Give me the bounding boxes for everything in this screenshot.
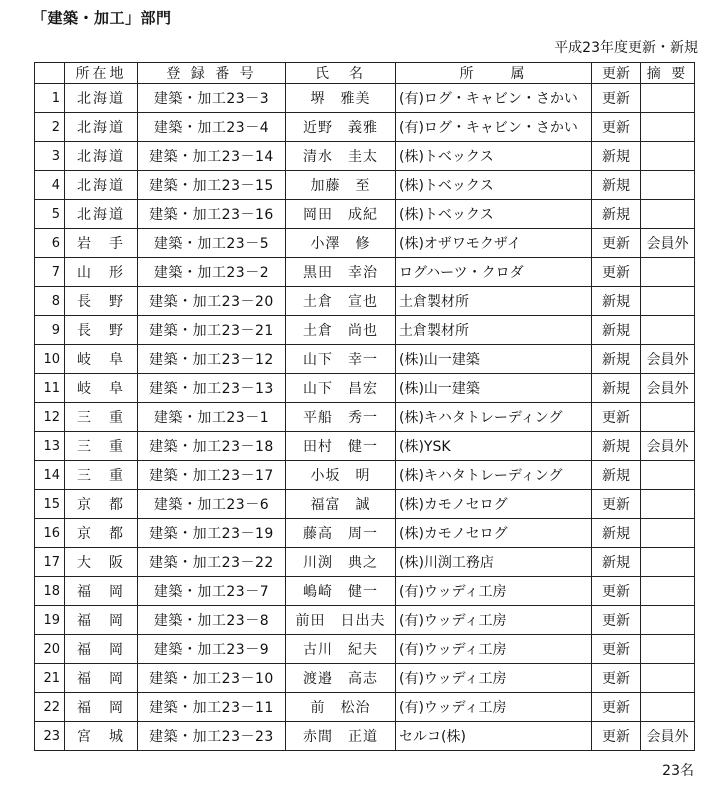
name-cell: 福富 誠 xyxy=(286,490,396,519)
affiliation-cell: (有)ウッディ工房 xyxy=(396,577,592,606)
name-cell: 藤高 周一 xyxy=(286,519,396,548)
registration-number-cell: 建築・加工23－12 xyxy=(138,345,286,374)
note-cell xyxy=(641,693,695,722)
affiliation-cell: (株)YSK xyxy=(396,432,592,461)
type-cell: 更新 xyxy=(592,490,641,519)
location-cell: 三 重 xyxy=(65,461,138,490)
note-cell xyxy=(641,200,695,229)
header-location: 所在地 xyxy=(65,63,138,84)
registration-number-cell: 建築・加工23－21 xyxy=(138,316,286,345)
table-row xyxy=(35,606,695,635)
name-cell: 山下 昌宏 xyxy=(286,374,396,403)
row-number: 20 xyxy=(35,635,65,664)
location-cell: 岐 阜 xyxy=(65,374,138,403)
registration-number-cell: 建築・加工23－23 xyxy=(138,722,286,751)
name-cell: 平船 秀一 xyxy=(286,403,396,432)
table-row xyxy=(35,171,695,200)
registration-number-cell: 建築・加工23－22 xyxy=(138,548,286,577)
affiliation-cell: (有)ログ・キャビン・さかい xyxy=(396,84,592,113)
name-cell: 赤間 正道 xyxy=(286,722,396,751)
note-cell: 会員外 xyxy=(641,229,695,258)
note-cell: 会員外 xyxy=(641,432,695,461)
registration-number-cell: 建築・加工23－5 xyxy=(138,229,286,258)
location-cell: 福 岡 xyxy=(65,693,138,722)
name-cell: 小澤 修 xyxy=(286,229,396,258)
table-row xyxy=(35,229,695,258)
registration-number-cell: 建築・加工23－8 xyxy=(138,606,286,635)
row-number: 9 xyxy=(35,316,65,345)
row-number: 10 xyxy=(35,345,65,374)
table-row xyxy=(35,519,695,548)
affiliation-cell: (株)オザワモクザイ xyxy=(396,229,592,258)
note-cell xyxy=(641,171,695,200)
header-name: 氏 名 xyxy=(286,63,396,84)
note-cell xyxy=(641,635,695,664)
table-row xyxy=(35,664,695,693)
affiliation-cell: 土倉製材所 xyxy=(396,287,592,316)
affiliation-cell: (有)ログ・キャビン・さかい xyxy=(396,113,592,142)
affiliation-cell: (有)ウッディ工房 xyxy=(396,606,592,635)
row-number: 13 xyxy=(35,432,65,461)
row-number: 3 xyxy=(35,142,65,171)
name-cell: 堺 雅美 xyxy=(286,84,396,113)
note-cell xyxy=(641,461,695,490)
note-cell xyxy=(641,519,695,548)
table-row xyxy=(35,577,695,606)
registration-number-cell: 建築・加工23－2 xyxy=(138,258,286,287)
affiliation-cell: (株)川渕工務店 xyxy=(396,548,592,577)
type-cell: 新規 xyxy=(592,519,641,548)
note-cell xyxy=(641,142,695,171)
table-row xyxy=(35,403,695,432)
type-cell: 新規 xyxy=(592,374,641,403)
table-row xyxy=(35,490,695,519)
affiliation-cell: セルコ(株) xyxy=(396,722,592,751)
affiliation-cell: (株)山一建築 xyxy=(396,345,592,374)
registration-number-cell: 建築・加工23－10 xyxy=(138,664,286,693)
table-row xyxy=(35,113,695,142)
row-number: 6 xyxy=(35,229,65,258)
name-cell: 土倉 宣也 xyxy=(286,287,396,316)
row-number: 1 xyxy=(35,84,65,113)
registration-table xyxy=(34,62,695,751)
name-cell: 山下 幸一 xyxy=(286,345,396,374)
location-cell: 北海道 xyxy=(65,84,138,113)
note-cell xyxy=(641,577,695,606)
type-cell: 新規 xyxy=(592,200,641,229)
registration-number-cell: 建築・加工23－20 xyxy=(138,287,286,316)
header-affiliation: 所 属 xyxy=(396,63,592,84)
registration-number-cell: 建築・加工23－6 xyxy=(138,490,286,519)
registration-number-cell: 建築・加工23－16 xyxy=(138,200,286,229)
row-number: 18 xyxy=(35,577,65,606)
note-cell xyxy=(641,490,695,519)
table-row xyxy=(35,548,695,577)
name-cell: 近野 義雅 xyxy=(286,113,396,142)
table-row xyxy=(35,84,695,113)
affiliation-cell: (有)ウッディ工房 xyxy=(396,664,592,693)
table-row xyxy=(35,316,695,345)
row-number: 7 xyxy=(35,258,65,287)
row-number: 22 xyxy=(35,693,65,722)
name-cell: 川渕 典之 xyxy=(286,548,396,577)
type-cell: 新規 xyxy=(592,171,641,200)
table-row xyxy=(35,635,695,664)
type-cell: 更新 xyxy=(592,403,641,432)
location-cell: 京 都 xyxy=(65,519,138,548)
name-cell: 清水 圭太 xyxy=(286,142,396,171)
location-cell: 福 岡 xyxy=(65,606,138,635)
name-cell: 前 松治 xyxy=(286,693,396,722)
name-cell: 前田 日出夫 xyxy=(286,606,396,635)
table-header-row xyxy=(35,63,695,84)
type-cell: 更新 xyxy=(592,635,641,664)
row-number: 11 xyxy=(35,374,65,403)
location-cell: 宮 城 xyxy=(65,722,138,751)
type-cell: 更新 xyxy=(592,229,641,258)
type-cell: 更新 xyxy=(592,84,641,113)
registration-number-cell: 建築・加工23－4 xyxy=(138,113,286,142)
affiliation-cell: (株)カモノセログ xyxy=(396,490,592,519)
type-cell: 更新 xyxy=(592,722,641,751)
row-number: 19 xyxy=(35,606,65,635)
name-cell: 黒田 幸治 xyxy=(286,258,396,287)
note-cell xyxy=(641,664,695,693)
registration-number-cell: 建築・加工23－11 xyxy=(138,693,286,722)
document-title: 「建築・加工」部門 xyxy=(32,9,172,27)
location-cell: 京 都 xyxy=(65,490,138,519)
registration-number-cell: 建築・加工23－13 xyxy=(138,374,286,403)
type-cell: 更新 xyxy=(592,693,641,722)
registration-number-cell: 建築・加工23－14 xyxy=(138,142,286,171)
table-row xyxy=(35,345,695,374)
registration-number-cell: 建築・加工23－15 xyxy=(138,171,286,200)
row-number: 17 xyxy=(35,548,65,577)
type-cell: 更新 xyxy=(592,113,641,142)
registration-number-cell: 建築・加工23－19 xyxy=(138,519,286,548)
name-cell: 土倉 尚也 xyxy=(286,316,396,345)
affiliation-cell: 土倉製材所 xyxy=(396,316,592,345)
affiliation-cell: (有)ウッディ工房 xyxy=(396,693,592,722)
note-cell xyxy=(641,113,695,142)
row-number: 12 xyxy=(35,403,65,432)
location-cell: 岐 阜 xyxy=(65,345,138,374)
name-cell: 嶋崎 健一 xyxy=(286,577,396,606)
affiliation-cell: (有)ウッディ工房 xyxy=(396,635,592,664)
affiliation-cell: (株)トベックス xyxy=(396,142,592,171)
location-cell: 三 重 xyxy=(65,403,138,432)
name-cell: 渡邉 高志 xyxy=(286,664,396,693)
type-cell: 新規 xyxy=(592,142,641,171)
name-cell: 古川 紀夫 xyxy=(286,635,396,664)
type-cell: 更新 xyxy=(592,258,641,287)
table-row xyxy=(35,287,695,316)
header-note: 摘 要 xyxy=(641,63,695,84)
affiliation-cell: (株)山一建築 xyxy=(396,374,592,403)
registration-number-cell: 建築・加工23－9 xyxy=(138,635,286,664)
note-cell xyxy=(641,84,695,113)
note-cell: 会員外 xyxy=(641,374,695,403)
table-row xyxy=(35,374,695,403)
affiliation-cell: (株)トベックス xyxy=(396,171,592,200)
note-cell xyxy=(641,287,695,316)
row-number: 16 xyxy=(35,519,65,548)
name-cell: 田村 健一 xyxy=(286,432,396,461)
row-number: 8 xyxy=(35,287,65,316)
name-cell: 小坂 明 xyxy=(286,461,396,490)
note-cell: 会員外 xyxy=(641,345,695,374)
note-cell xyxy=(641,606,695,635)
affiliation-cell: (株)トベックス xyxy=(396,200,592,229)
note-cell: 会員外 xyxy=(641,722,695,751)
note-cell xyxy=(641,258,695,287)
location-cell: 福 岡 xyxy=(65,664,138,693)
type-cell: 新規 xyxy=(592,548,641,577)
location-cell: 北海道 xyxy=(65,200,138,229)
location-cell: 長 野 xyxy=(65,316,138,345)
type-cell: 新規 xyxy=(592,461,641,490)
total-count: 23名 xyxy=(662,763,694,779)
table-row xyxy=(35,461,695,490)
registration-number-cell: 建築・加工23－7 xyxy=(138,577,286,606)
document-subtitle: 平成23年度更新・新規 xyxy=(554,40,698,56)
note-cell xyxy=(641,403,695,432)
table-body xyxy=(35,84,695,751)
row-number: 14 xyxy=(35,461,65,490)
header-registration-number: 登 録 番 号 xyxy=(138,63,286,84)
location-cell: 福 岡 xyxy=(65,577,138,606)
name-cell: 岡田 成紀 xyxy=(286,200,396,229)
type-cell: 更新 xyxy=(592,606,641,635)
row-number: 4 xyxy=(35,171,65,200)
name-cell: 加藤 至 xyxy=(286,171,396,200)
type-cell: 更新 xyxy=(592,577,641,606)
note-cell xyxy=(641,316,695,345)
type-cell: 新規 xyxy=(592,432,641,461)
header-no xyxy=(35,63,65,84)
type-cell: 新規 xyxy=(592,287,641,316)
table-row xyxy=(35,693,695,722)
location-cell: 北海道 xyxy=(65,171,138,200)
row-number: 15 xyxy=(35,490,65,519)
affiliation-cell: (株)カモノセログ xyxy=(396,519,592,548)
location-cell: 山 形 xyxy=(65,258,138,287)
table-row xyxy=(35,258,695,287)
registration-number-cell: 建築・加工23－17 xyxy=(138,461,286,490)
affiliation-cell: ログハーツ・クロダ xyxy=(396,258,592,287)
note-cell xyxy=(641,548,695,577)
location-cell: 大 阪 xyxy=(65,548,138,577)
affiliation-cell: (株)キハタトレーディング xyxy=(396,403,592,432)
location-cell: 三 重 xyxy=(65,432,138,461)
type-cell: 更新 xyxy=(592,664,641,693)
registration-number-cell: 建築・加工23－3 xyxy=(138,84,286,113)
location-cell: 北海道 xyxy=(65,142,138,171)
location-cell: 福 岡 xyxy=(65,635,138,664)
row-number: 23 xyxy=(35,722,65,751)
table-row xyxy=(35,200,695,229)
header-type: 更新 xyxy=(592,63,641,84)
table-row xyxy=(35,722,695,751)
location-cell: 長 野 xyxy=(65,287,138,316)
row-number: 5 xyxy=(35,200,65,229)
row-number: 2 xyxy=(35,113,65,142)
affiliation-cell: (株)キハタトレーディング xyxy=(396,461,592,490)
location-cell: 岩 手 xyxy=(65,229,138,258)
location-cell: 北海道 xyxy=(65,113,138,142)
registration-number-cell: 建築・加工23－18 xyxy=(138,432,286,461)
type-cell: 新規 xyxy=(592,316,641,345)
table-row xyxy=(35,432,695,461)
type-cell: 新規 xyxy=(592,345,641,374)
row-number: 21 xyxy=(35,664,65,693)
table-row xyxy=(35,142,695,171)
registration-number-cell: 建築・加工23－1 xyxy=(138,403,286,432)
